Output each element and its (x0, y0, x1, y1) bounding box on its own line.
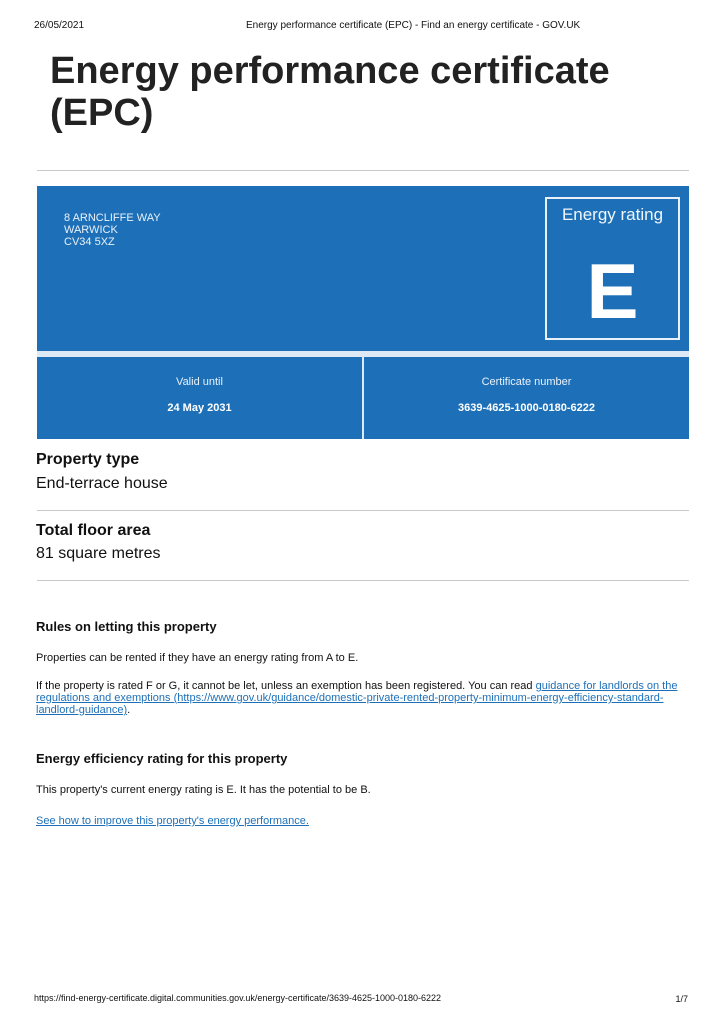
efficiency-rating-text: This property's current energy rating is E. It has the potential to be B. (36, 784, 371, 796)
letting-rules-text: If the property is rated F or G, it cannot be let, unless an exemption has been registered. You can read (36, 680, 536, 692)
footer-url: https://find-energy-certificate.digital.communities.gov.uk/energy-certificate/3639-4625-1000-0180-6222 (34, 993, 442, 1003)
address-postcode: CV34 5XZ (64, 236, 115, 248)
letting-rules-heading: Rules on letting this property (36, 619, 217, 634)
valid-until-cell (37, 357, 362, 439)
address-line-1: 8 ARNCLIFFE WAY (64, 212, 161, 224)
letting-rules-end: . (127, 704, 131, 716)
certificate-number-value: 3639-4625-1000-0180-6222 (457, 402, 595, 414)
energy-rating-label: Energy rating (561, 205, 664, 224)
floor-area-value: 81 square metres (36, 545, 161, 562)
landlord-guidance-url: (https://www.gov.uk/guidance/domestic-private-rented-property-minimum-energy-efficiency-standard-landlord-guidance) (36, 692, 664, 716)
property-type-value: End-terrace house (36, 475, 168, 492)
efficiency-rating-heading: Energy efficiency rating for this property (36, 751, 288, 766)
letting-rules-paragraph-2 (36, 680, 691, 716)
title-divider (37, 170, 689, 171)
print-date: 26/05/2021 (34, 20, 85, 31)
print-page-title: Energy performance certificate (EPC) - Find an energy certificate - GOV.UK (246, 20, 581, 31)
footer-page-number: 1/7 (675, 994, 688, 1004)
epc-summary-panel (37, 186, 689, 439)
energy-rating-letter: E (586, 247, 639, 335)
valid-until-label: Valid until (176, 376, 223, 388)
certificate-number-cell (364, 357, 689, 439)
property-type-divider (37, 510, 689, 511)
landlord-guidance-link-text: guidance for landlords on the regulations and exemptions (36, 680, 678, 704)
certificate-number-label: Certificate number (481, 376, 572, 388)
improve-performance-link[interactable]: See how to improve this property's energy performance. (36, 815, 309, 827)
address-line-2: WARWICK (64, 224, 118, 236)
property-type-heading: Property type (36, 451, 140, 468)
energy-rating-box (545, 197, 680, 340)
valid-until-value: 24 May 2031 (167, 402, 232, 414)
letting-rules-paragraph-1: Properties can be rented if they have an energy rating from A to E. (36, 652, 359, 664)
property-address (64, 212, 161, 248)
floor-area-heading: Total floor area (36, 522, 151, 539)
page-title: Energy performance certificate (EPC) (50, 50, 610, 134)
floor-area-divider (37, 580, 689, 581)
